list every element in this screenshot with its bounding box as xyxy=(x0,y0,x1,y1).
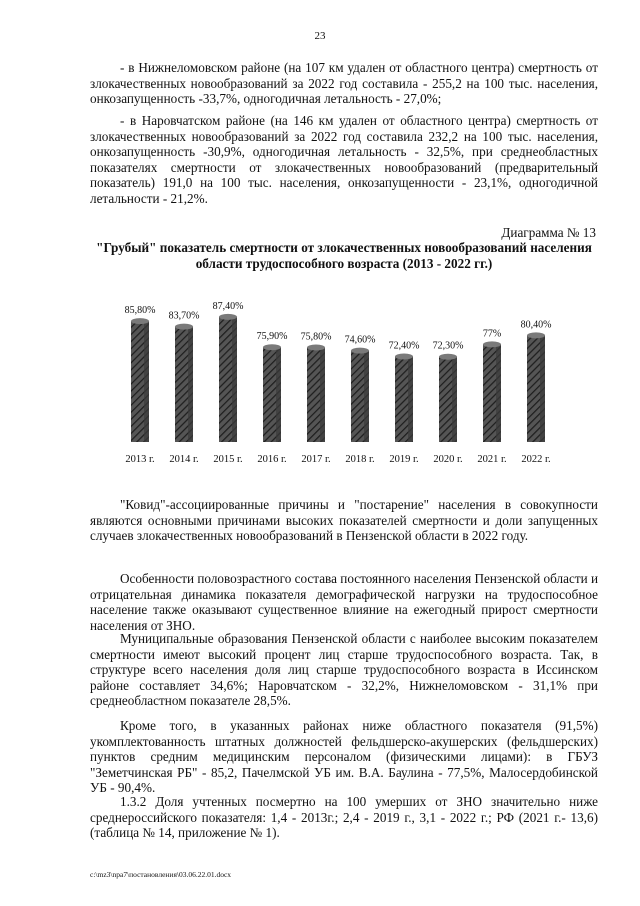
bar-cap-3 xyxy=(263,344,281,350)
bar-shade-5 xyxy=(364,351,369,442)
data-label-0: 85,80% xyxy=(124,305,156,317)
chart-title: "Грубый" показатель смертности от злокачественных новообразований населения области трудоспособного возраста (2013 - 2022 гг.) xyxy=(96,240,592,271)
category-label-6: 2019 г. xyxy=(389,454,419,465)
category-label-7: 2020 г. xyxy=(433,454,463,465)
bar-shade-7 xyxy=(452,357,457,442)
page-number: 23 xyxy=(314,30,326,42)
category-label-0: 2013 г. xyxy=(125,454,155,465)
data-label-8: 77% xyxy=(482,328,502,340)
bar-cap-8 xyxy=(483,341,501,347)
bar-shade-2 xyxy=(232,317,237,442)
paragraph-staffing: Кроме того, в указанных районах ниже областного показателя (91,5%) укомплектованность штатных должностей фельдшерско-акушерских (фельдшерских) пунктов средним медицинским персоналом (физическими лицами): в ГБУЗ "Земетчинская РБ" - 85,2, Пачелмской УБ им. В.А. Баулина - 77,5%, Малосердобинской УБ - 90,4%. xyxy=(90,718,598,796)
paragraph-covid: "Ковид"-ассоциированные причины и "постарение" населения в совокупности являются основными причинами высоких показателей смертности и доли запущенных случаев злокачественных новообразований в Пензенской области в 2022 году. xyxy=(90,497,598,544)
data-label-5: 74,60% xyxy=(344,334,376,346)
bar-cap-9 xyxy=(527,332,545,338)
bar-shade-6 xyxy=(408,356,413,442)
bar-cap-6 xyxy=(395,353,413,359)
bar-shade-9 xyxy=(540,335,545,442)
paragraph-demography: Особенности половозрастного состава постоянного населения Пензенской области и отрицательная динамика показателя демографической нагрузки на трудоспособное население также оказывают существенное влияние на ежегодный прирост смертности населения от ЗНО. xyxy=(90,571,598,633)
paragraph-municipal: Муниципальные образования Пензенской области с наиболее высоким показателем смертности имеют высокий процент лиц старше трудоспособного возраста. Так, в структуре всего населения доля лиц старше трудоспособного возраста в Иссинском районе составляет 34,6%; Наровчатском - 32,2%, Нижнеломовском - 31,1% при среднеобластном показателе 28,5%. xyxy=(90,631,598,709)
category-label-8: 2021 г. xyxy=(477,454,507,465)
paragraph-posthumous: 1.3.2 Доля учтенных посмертно на 100 умерших от ЗНО значительно ниже среднероссийского показателя: 1,4 - 2013г.; 2,4 - 2019 г., 3,1 - 2022 г.; РФ (2021 г.- 13,6) (таблица № 14, приложение № 1). xyxy=(90,794,598,841)
data-label-3: 75,90% xyxy=(256,331,288,343)
data-label-2: 87,40% xyxy=(212,300,244,312)
bar-cap-2 xyxy=(219,314,237,320)
data-label-4: 75,80% xyxy=(300,331,332,343)
category-label-3: 2016 г. xyxy=(257,454,287,465)
category-label-2: 2015 г. xyxy=(213,454,243,465)
paragraph-nizhnelomov: - в Нижнеломовском районе (на 107 км удален от областного центра) смертность от злокачественных новообразований за 2022 год составила - 255,2 на 100 тыс. населения, онкозапущенность -33,7%, одногодичная летальность - 27,0%; xyxy=(90,60,598,107)
diagram-label: Диаграмма № 13 xyxy=(501,225,596,240)
data-label-7: 72,30% xyxy=(432,340,464,352)
footer-file-path: c:\mz3\npa7\постановления\03.06.22.01.docx xyxy=(90,870,232,879)
category-label-1: 2014 г. xyxy=(169,454,199,465)
bar-cap-5 xyxy=(351,348,369,354)
bar-cap-4 xyxy=(307,344,325,350)
category-label-9: 2022 г. xyxy=(521,454,551,465)
bar-cap-0 xyxy=(131,318,149,324)
bar-shade-8 xyxy=(496,344,501,442)
bar-shade-0 xyxy=(144,321,149,442)
bar-shade-1 xyxy=(188,327,193,442)
category-label-5: 2018 г. xyxy=(345,454,375,465)
bar-shade-3 xyxy=(276,347,281,442)
bar-shade-4 xyxy=(320,347,325,442)
data-label-9: 80,40% xyxy=(520,319,552,331)
data-label-1: 83,70% xyxy=(168,310,200,322)
data-label-6: 72,40% xyxy=(388,340,420,352)
paragraph-narovchat: - в Наровчатском районе (на 146 км удален от областного центра) смертность от злокачественных новообразований за 2022 год составила 232,2 на 100 тыс. населения, онкозапущенность -30,9%, одногодичная летальность - 32,5%, при среднеобластных показателях смертности от злокачественных новообразований (предварительный показатель) 191,0 на 100 тыс. населения, онкозапущенности - 23,1%, одногодичной летальности - 21,2%. xyxy=(90,113,598,206)
bar-cap-7 xyxy=(439,354,457,360)
bar-cap-1 xyxy=(175,324,193,330)
category-label-4: 2017 г. xyxy=(301,454,331,465)
mortality-bar-chart xyxy=(112,282,552,472)
